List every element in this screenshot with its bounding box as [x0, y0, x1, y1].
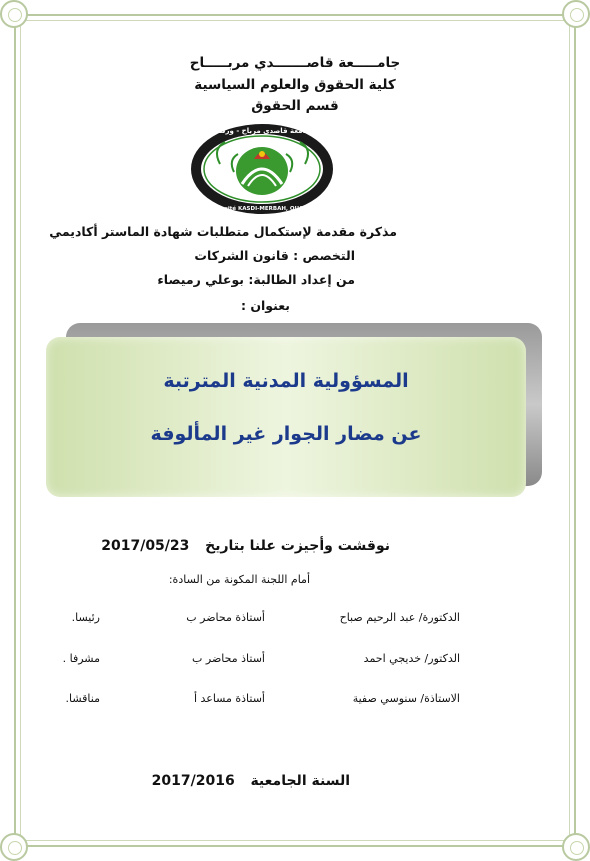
- committee-role: رئيسا.: [71, 611, 100, 624]
- subject-label: بعنوان :: [241, 298, 290, 313]
- student-line: من إعداد الطالبة: بوعلي رميصاء: [157, 272, 355, 287]
- thesis-title-line2: عن مضار الجوار غير المألوفة: [150, 423, 422, 445]
- department-name: قسم الحقوق: [251, 98, 339, 114]
- committee-name: الدكتورة/ عبد الرحيم صباح: [339, 611, 460, 624]
- defense-date: 2017/05/23: [101, 538, 190, 554]
- committee-rank: أستاذة محاضر ب: [186, 611, 265, 624]
- corner-ornament: [562, 833, 590, 861]
- memo-statement: مذكرة مقدمة لإستكمال متطلبات شهادة الماستر أكاديمي: [49, 224, 397, 239]
- defense-statement: [101, 538, 390, 554]
- committee-name: الاستاذة/ سنوسي صفية: [352, 692, 460, 705]
- corner-ornament: [0, 0, 28, 28]
- corner-ornament: [0, 833, 28, 861]
- committee-rank: أستاذ محاضر ب: [192, 652, 265, 665]
- committee-role: مشرفا .: [62, 652, 100, 665]
- committee-name: الدكتور/ خديجي احمد: [363, 652, 460, 665]
- faculty-name: كلية الحقوق والعلوم السياسية: [194, 77, 396, 93]
- academic-year-value: 2017/2016: [151, 773, 235, 789]
- corner-ornament: [562, 0, 590, 28]
- logo-latin-text: Université KASDI-MERBAH, OUARGLA: [204, 206, 320, 212]
- specialty-line: التخصص : قانون الشركات: [194, 248, 355, 263]
- title-box: [46, 337, 526, 497]
- logo-arabic-text: جامعة قاصدي مرباح - ورقلة: [213, 127, 311, 135]
- thesis-title-line1: المسؤولية المدنية المترتبة: [163, 370, 409, 392]
- university-logo: [190, 124, 335, 214]
- academic-year-label: السنة الجامعية: [250, 773, 350, 789]
- university-name: جامـــــعة قاصـــــــدي مربـــــاح: [189, 55, 401, 71]
- committee-label: أمام اللجنة المكونة من السادة:: [168, 573, 310, 586]
- academic-year: [152, 773, 350, 789]
- defense-text: نوقشت وأجيزت علنا بتاريخ: [205, 538, 390, 554]
- committee-rank: أستاذة مساعد أ: [193, 692, 265, 705]
- committee-role: مناقشا.: [65, 692, 100, 705]
